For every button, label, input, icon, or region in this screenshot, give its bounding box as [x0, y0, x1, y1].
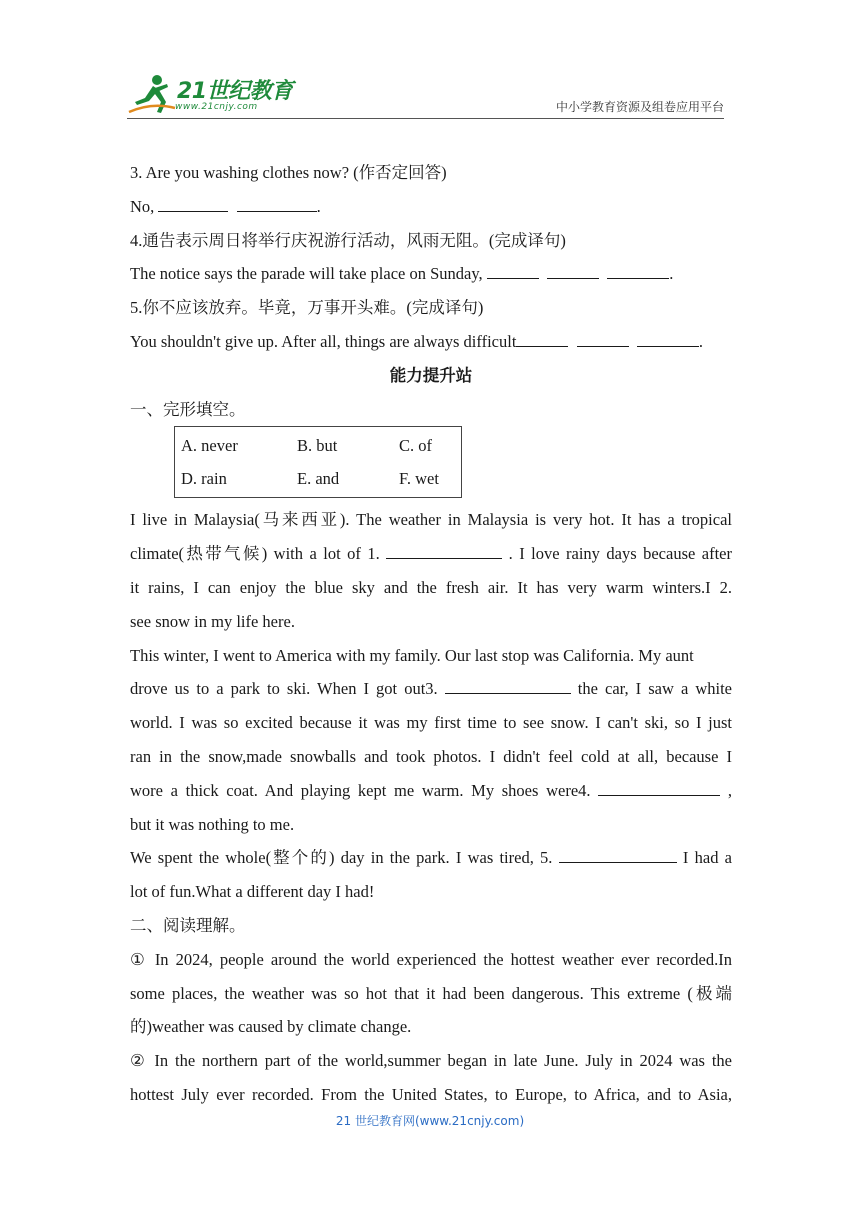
page-footer: 21 世纪教育网(www.21cnjy.com) — [335, 1114, 525, 1128]
document-body — [130, 156, 732, 1112]
logo-text: 21世纪教育 — [177, 79, 293, 104]
q3-answer-line: No, . — [130, 196, 321, 216]
passage-line — [130, 841, 732, 875]
option-e: E. and — [297, 468, 340, 488]
passage-line: I live in Malaysia(马来西亚). The weather in Malaysia is very hot. It has a tropical — [130, 510, 732, 530]
passage-text: I had a — [676, 848, 732, 868]
passage-text: wore a thick coat. And playing kept me warm. My shoes were4. — [130, 780, 599, 800]
passage-line: This winter, I went to America with my family. Our last stop was California. My aunt — [130, 645, 694, 665]
q3-answer-prefix: No, — [130, 196, 159, 216]
passage-line — [130, 672, 732, 706]
passage-line — [130, 537, 732, 571]
reading-line: some places, the weather was so hot that it had been dangerous. This extreme (极端 — [130, 983, 732, 1003]
part1-title: 一、完形填空。 — [130, 399, 246, 419]
passage-line: lot of fun.What a different day I had! — [130, 882, 375, 902]
passage-text: , — [720, 780, 732, 800]
header-platform-text: 中小学教育资源及组卷应用平台 — [555, 100, 724, 114]
q4-sentence: The notice says the parade will take place on Sunday, — [130, 264, 487, 284]
option-a: A. never — [181, 435, 238, 455]
blank — [158, 196, 228, 212]
blank — [487, 263, 539, 279]
runner-logo-icon — [127, 72, 177, 116]
passage-text: the car, I saw a white — [570, 679, 732, 699]
reading-line: hottest July ever recorded. From the United States, to Europe, to Africa, and to Asia, — [130, 1084, 732, 1104]
blank-1 — [386, 543, 502, 559]
reading-line: 的)weather was caused by climate change. — [130, 1017, 412, 1037]
blank-3 — [445, 678, 571, 694]
blank — [237, 196, 317, 212]
passage-text: climate(热带气候) with a lot of 1. — [130, 544, 387, 564]
part2-title: 二、阅读理解。 — [130, 915, 246, 935]
option-c: C. of — [399, 435, 432, 455]
option-d: D. rain — [181, 468, 227, 488]
passage-line: see snow in my life here. — [130, 611, 295, 631]
options-box — [174, 426, 462, 498]
section-title: 能力提升站 — [389, 365, 473, 385]
passage-line: world. I was so excited because it was my first time to see snow. I can't ski, so I just — [130, 713, 732, 733]
option-b: B. but — [297, 435, 338, 455]
q5-sentence: You shouldn't give up. After all, things are always difficult — [130, 331, 517, 351]
blank — [547, 263, 599, 279]
passage-line: it rains, I can enjoy the blue sky and the fresh air. It has very warm winters.I 2. — [130, 577, 732, 597]
q4-sentence-line: The notice says the parade will take place on Sunday, . — [130, 264, 674, 284]
blank-5 — [559, 847, 677, 863]
passage-line — [130, 774, 732, 808]
option-f: F. wet — [399, 468, 439, 488]
logo — [127, 72, 297, 116]
blank — [577, 331, 629, 347]
q3-prompt: 3. Are you washing clothes now? (作否定回答) — [130, 163, 447, 182]
passage-text: drove us to a park to ski. When I got out3. — [130, 679, 445, 699]
q5-prompt: 5.你不应该放弃。毕竟，万事开头难。(完成译句) — [130, 298, 484, 318]
passage-text: We spent the whole(整个的) day in the park. I was tired, 5. — [130, 848, 559, 868]
page-header — [127, 68, 724, 119]
blank — [516, 331, 568, 347]
blank — [607, 263, 669, 279]
q4-prompt: 4.通告表示周日将举行庆祝游行活动，风雨无阻。(完成译句) — [130, 230, 566, 250]
blank — [637, 331, 699, 347]
passage-line: but it was nothing to me. — [130, 814, 295, 834]
reading-line: ① In 2024, people around the world experienced the hottest weather ever recorded.In — [130, 949, 732, 969]
passage-line: ran in the snow,made snowballs and took photos. I didn't feel cold at all, because I — [130, 746, 732, 766]
q5-sentence-line: You shouldn't give up. After all, things are always difficult . — [130, 331, 704, 351]
options-table — [175, 429, 461, 495]
logo-url: www.21cnjy.com — [175, 102, 258, 112]
reading-line: ② In the northern part of the world,summer began in late June. July in 2024 was the — [130, 1051, 732, 1071]
passage-text: . I love rainy days because after — [502, 544, 732, 564]
blank-4 — [598, 780, 720, 796]
